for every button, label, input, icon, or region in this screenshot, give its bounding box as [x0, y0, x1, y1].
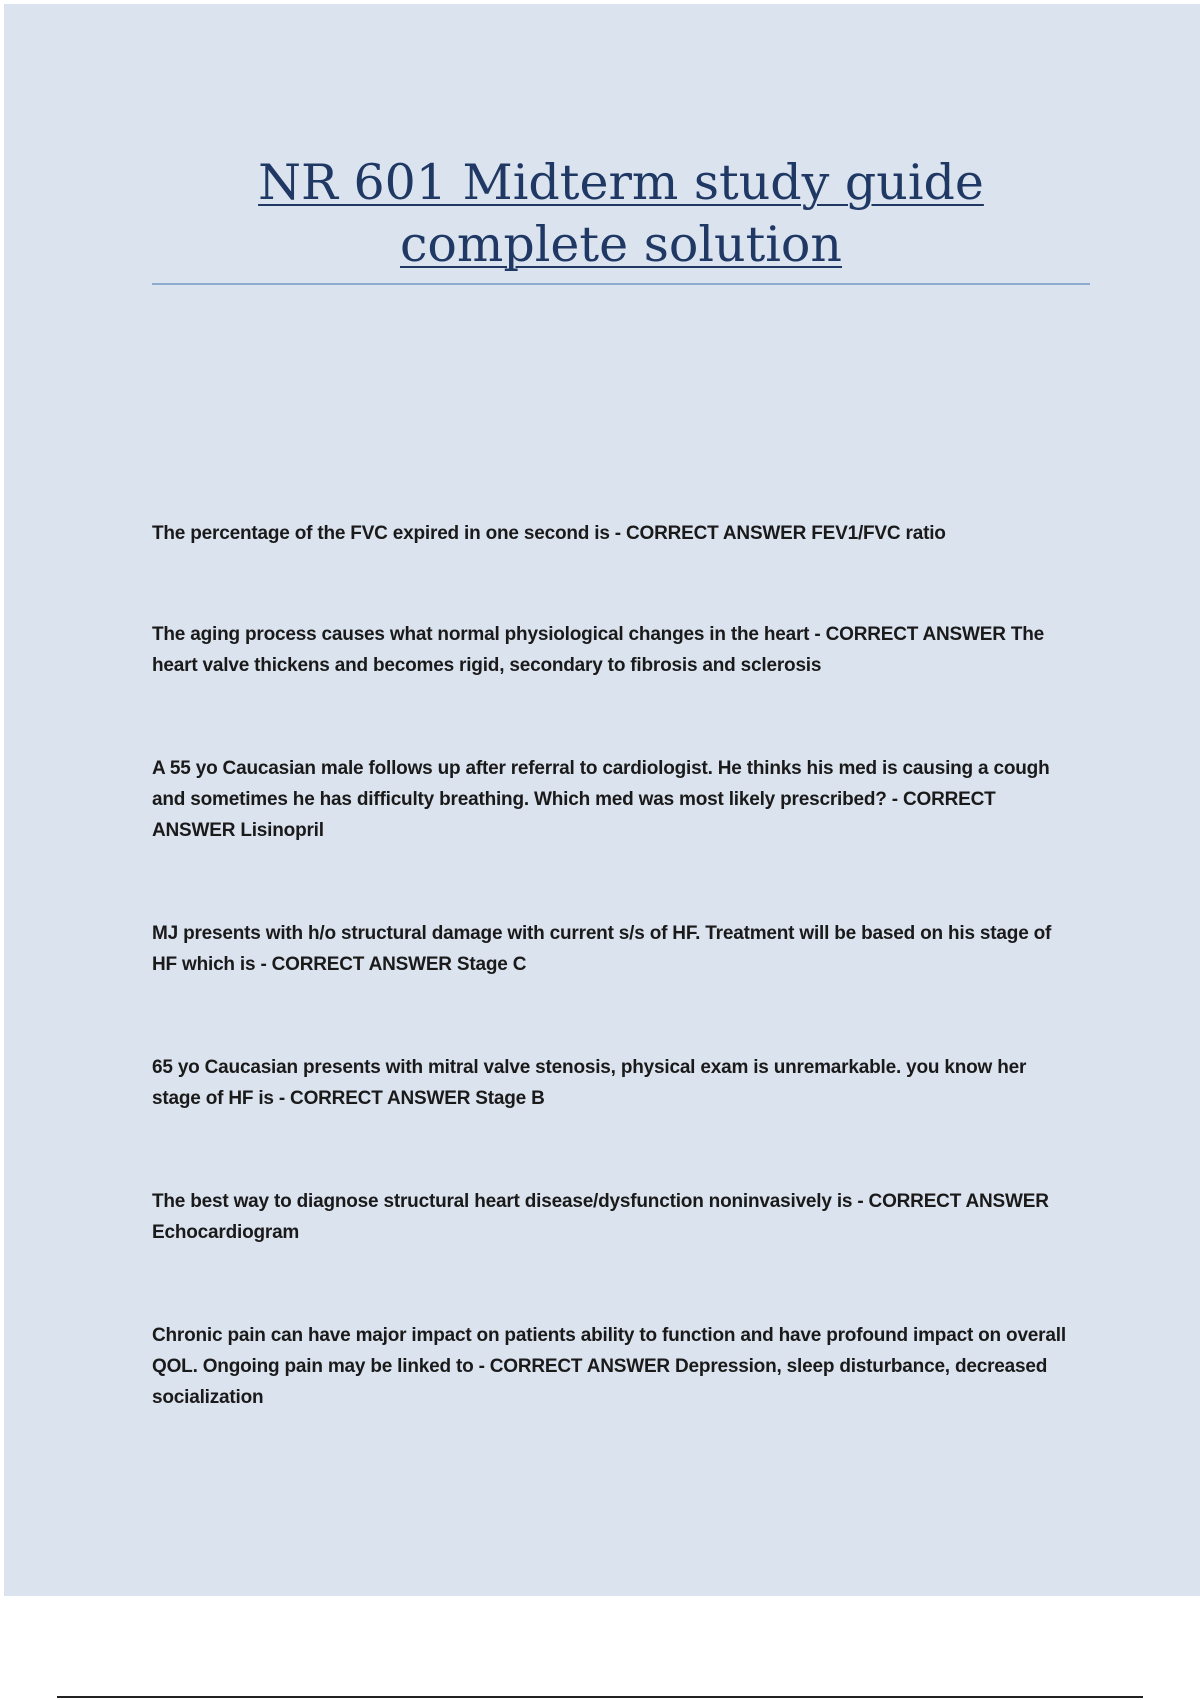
qa-item: A 55 yo Caucasian male follows up after referral to cardiologist. He thinks his med is causing a cough and sometimes he has difficulty breathing. Which med was most likely prescribed? - CORRECT ANSWER Lisinopril — [152, 758, 1050, 841]
cover-page — [4, 4, 1200, 1596]
qa-item: Chronic pain can have major impact on patients ability to function and have profound impact on overall QOL. Ongoing pain may be linked to - CORRECT ANSWER Depression, sleep disturbance, decreased socialization — [152, 1325, 1066, 1408]
title-block — [152, 152, 1090, 276]
footer-divider — [57, 1696, 1143, 1698]
qa-item: The aging process causes what normal physiological changes in the heart - CORRECT ANSWER The heart valve thickens and becomes rigid, secondary to fibrosis and sclerosis — [152, 624, 1045, 676]
qa-list — [152, 518, 1072, 1413]
qa-item: The percentage of the FVC expired in one second is - CORRECT ANSWER FEV1/FVC ratio — [152, 523, 946, 544]
qa-item: MJ presents with h/o structural damage with current s/s of HF. Treatment will be based on his stage of HF which is - CORRECT ANSWER Stage C — [152, 923, 1052, 975]
title-divider — [152, 283, 1090, 285]
qa-item: The best way to diagnose structural heart disease/dysfunction noninvasively is - CORRECT ANSWER Echocardiogram — [152, 1191, 1049, 1243]
document-title: NR 601 Midterm study guide complete solution — [258, 154, 984, 273]
qa-item: 65 yo Caucasian presents with mitral valve stenosis, physical exam is unremarkable. you know her stage of HF is - CORRECT ANSWER Stage B — [152, 1057, 1027, 1109]
